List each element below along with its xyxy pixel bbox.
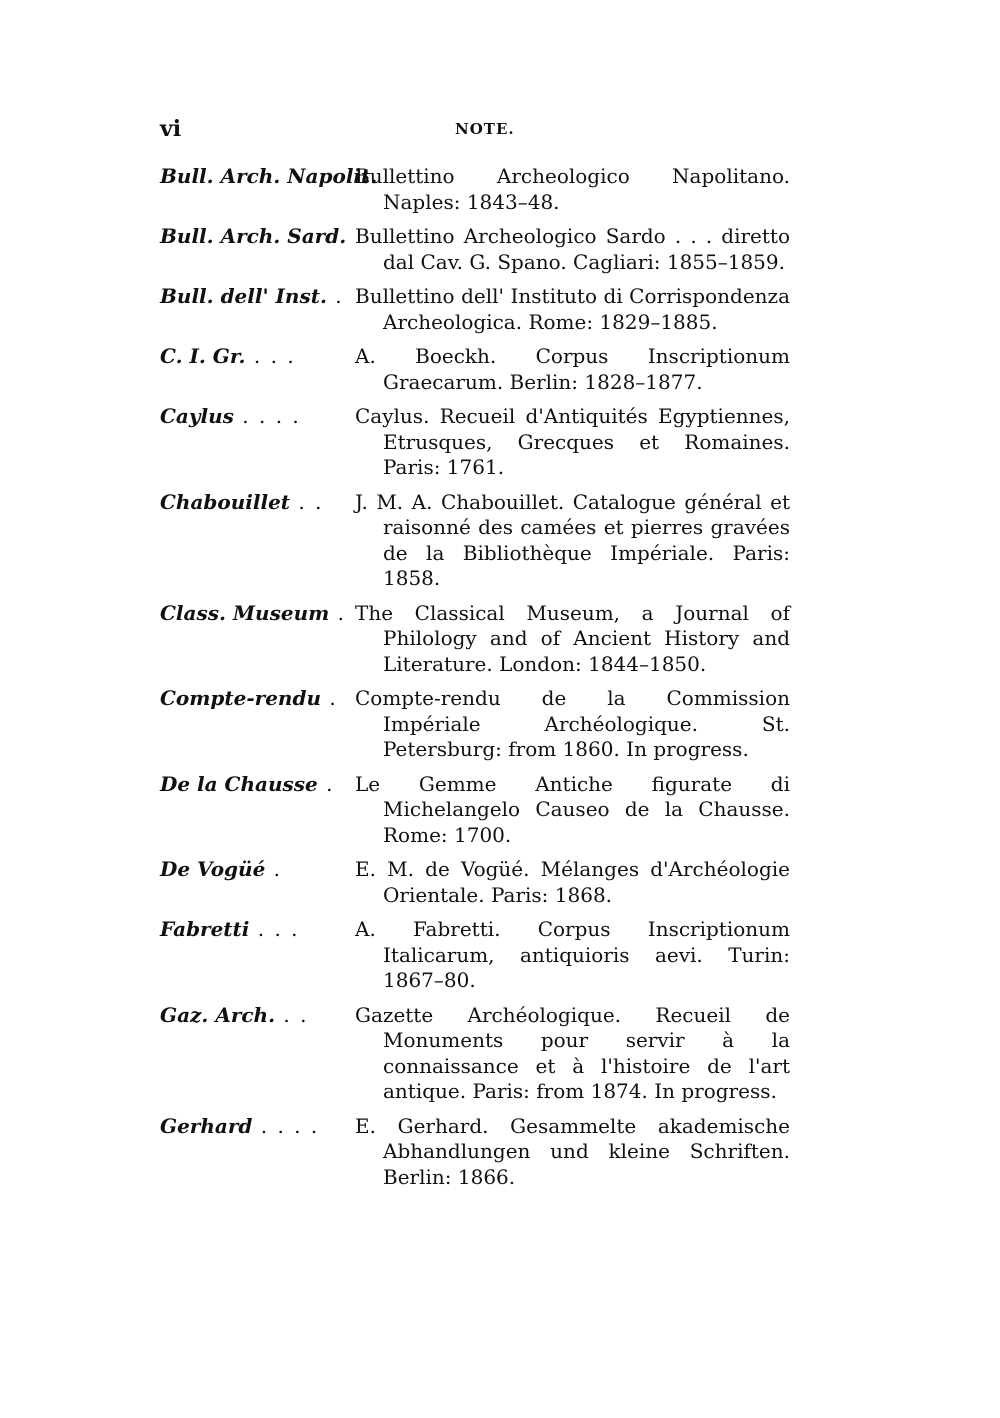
list-item — [160, 224, 790, 275]
abbreviation — [160, 772, 355, 849]
abbreviation — [160, 917, 355, 994]
page-number: vi — [160, 116, 182, 142]
leader-dots: . . . . — [252, 1113, 320, 1138]
abbreviation — [160, 164, 378, 215]
abbreviation — [160, 284, 355, 335]
leader-dots: . — [329, 600, 347, 625]
reference-text: A. Boeckh. Corpus Inscriptionum Graecarum. Berlin: 1828–1877. — [355, 344, 790, 394]
list-item — [160, 284, 790, 335]
abbreviation — [160, 601, 355, 678]
abbreviation — [160, 1003, 355, 1105]
leader-dots: . — [326, 284, 344, 308]
abbreviation — [160, 224, 355, 275]
reference-text: Bullettino Archeologico Napolitano. Naples: 1843–48. — [355, 164, 790, 214]
abbreviation-text: Chabouillet — [160, 489, 291, 514]
list-item — [160, 686, 790, 763]
abbreviation — [160, 686, 355, 763]
abbreviation-text: Class. Museum — [160, 600, 330, 625]
list-item — [160, 601, 790, 678]
reference-text: The Classical Museum, a Journal of Philology and of Ancient History and Literature. London: 1844–1850. — [355, 600, 790, 676]
abbreviation — [160, 1114, 355, 1191]
abbreviation-text: Compte-rendu — [160, 686, 321, 710]
leader-dots: . . . — [249, 917, 300, 941]
abbreviation — [160, 344, 355, 395]
leader-dots: . — [317, 771, 335, 796]
reference-text: Compte-rendu de la Commission Impériale Archéologique. St. Petersburg: from 1860. In progress. — [355, 686, 790, 761]
leader-dots: . . . — [245, 344, 296, 368]
list-item — [160, 1003, 790, 1105]
abbreviation-text: Bull. Arch. Sard. — [160, 224, 347, 248]
leader-dots: . . . . — [233, 404, 301, 428]
list-item — [160, 404, 790, 481]
list-item — [160, 917, 790, 994]
reference-text: E. M. de Vogüé. Mélanges d'Archéologie Orientale. Paris: 1868. — [355, 857, 790, 907]
abbreviation-text: C. I. Gr. — [160, 344, 246, 368]
leader-dots: . . — [290, 489, 324, 514]
abbreviation-text: De la Chausse — [160, 771, 318, 796]
reference-text: Le Gemme Antiche figurate di Michelangelo Causeo de la Chausse. Rome: 1700. — [355, 771, 790, 847]
running-title: NOTE. — [455, 120, 515, 138]
reference-text: J. M. A. Chabouillet. Catalogue général et raisonné des camées et pierres gravées de la Bibliothèque Impériale. Paris: 1858. — [355, 489, 790, 590]
leader-dots: . — [265, 857, 283, 881]
abbreviation-text: Caylus — [160, 404, 234, 428]
list-item — [160, 344, 790, 395]
abbreviation-text: Bull. dell' Inst. — [160, 284, 327, 308]
abbreviation-text: Fabretti — [160, 917, 250, 941]
leader-dots: . — [321, 686, 338, 710]
list-item — [160, 164, 790, 215]
leader-dots: . . — [275, 1002, 309, 1027]
abbreviation-text: Bull. Arch. Napolit. — [160, 164, 378, 188]
abbreviation — [160, 404, 355, 481]
reference-text: Bullettino dell' Instituto di Corrispondenza Archeologica. Rome: 1829–1885. — [355, 284, 790, 334]
abbreviation-text: Gerhard — [160, 1113, 253, 1138]
list-item — [160, 1114, 790, 1191]
abbreviations-list — [160, 164, 790, 1199]
abbreviation — [160, 857, 355, 908]
reference-text: Gazette Archéologique. Recueil de Monuments pour servir à la connaissance et à l'histoire de l'art antique. Paris: from 1874. In progress. — [355, 1002, 790, 1103]
abbreviation-text: Gaz. Arch. — [160, 1002, 276, 1027]
reference-text: Bullettino Archeologico Sardo . . . diretto dal Cav. G. Spano. Cagliari: 1855–1859. — [355, 224, 790, 274]
list-item — [160, 857, 790, 908]
list-item — [160, 490, 790, 592]
reference-text: Caylus. Recueil d'Antiquités Egyptiennes, Etrusques, Grecques et Romaines. Paris: 1761. — [355, 404, 790, 479]
list-item — [160, 772, 790, 849]
abbreviation — [160, 490, 355, 592]
abbreviation-text: De Vogüé — [160, 857, 266, 881]
reference-text: E. Gerhard. Gesammelte akademische Abhandlungen und kleine Schriften. Berlin: 1866. — [355, 1113, 790, 1189]
reference-text: A. Fabretti. Corpus Inscriptionum Italicarum, antiquioris aevi. Turin: 1867–80. — [355, 917, 790, 992]
